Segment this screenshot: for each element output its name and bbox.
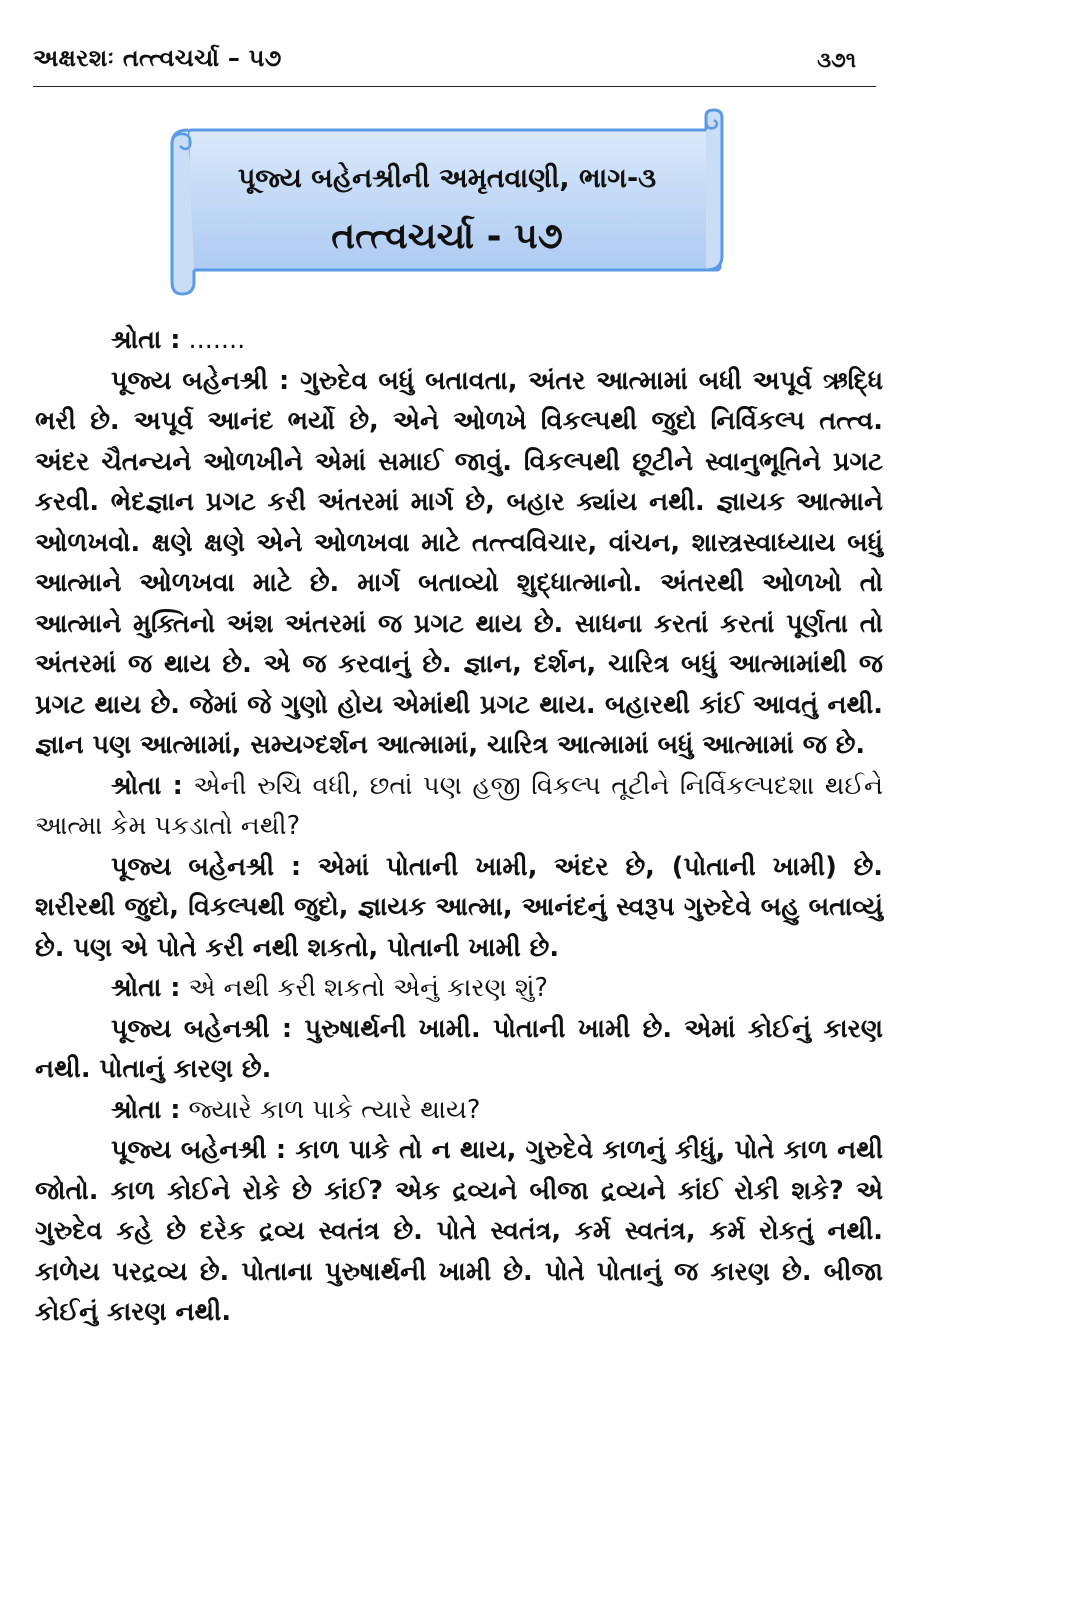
banner-subtitle: પૂજ્ય બહેનશ્રીની અમૃતવાણી, ભાગ-૩ — [237, 163, 657, 194]
dialogue-body — [35, 320, 883, 1333]
banner-title: તત્ત્વચર્ચા - ૫૭ — [331, 216, 563, 257]
speaker-label: પૂજ્ય બહેનશ્રી : — [111, 365, 290, 396]
page-header — [33, 42, 876, 87]
dialogue-paragraph — [35, 766, 883, 847]
running-title: અક્ષરશઃ તત્ત્વચર્ચા – ૫૭ — [33, 44, 282, 72]
title-banner-scroll — [166, 108, 728, 300]
dialogue-paragraph — [35, 1130, 883, 1333]
dialogue-paragraph — [35, 320, 883, 361]
speech-text: એ નથી કરી શકતો એનું કારણ શું? — [180, 973, 549, 1003]
speech-text: જ્યારે કાળ પાકે ત્યારે થાય? — [180, 1094, 481, 1125]
speech-text: એમાં પોતાની ખામી, અંદર છે, (પોતાની ખામી) છે. શરીરથી જુદો, વિકલ્પથી જુદો, જ્ઞાયક આત્મા, આનંદનું સ્વરૂપ ગુરુદેવે બહુ બતાવ્યું છે. પણ એ પોતે કરી નથી શકતો, પોતાની ખામી છે. — [35, 851, 883, 963]
speaker-label: શ્રોતા : — [111, 973, 181, 1003]
speech-text: પુરુષાર્થની ખામી. પોતાની ખામી છે. એમાં કોઈનું કારણ નથી. પોતાનું કારણ છે. — [35, 1013, 883, 1084]
speaker-label: શ્રોતા : — [111, 325, 181, 355]
speech-text: ગુરુદેવ બધું બતાવતા, અંતર આત્મામાં બધી અપૂર્વ ઋદ્ધિ ભરી છે. અપૂર્વ આનંદ ભર્યો છે, એને ઓળખે વિકલ્પથી જુદો નિર્વિકલ્પ તત્ત્વ. અંદર ચૈતન્યને ઓળખીને એમાં સમાઈ જાવું. વિકલ્પથી છૂટીને સ્વાનુભૂતિને પ્રગટ કરવી. ભેદજ્ઞાન પ્રગટ કરી અંતરમાં માર્ગ છે, બહાર ક્યાંય નથી. જ્ઞાયક આત્માને ઓળખવો. ક્ષણે ક્ષણે એને ઓળખવા માટે તત્ત્વવિચાર, વાંચન, શાસ્ત્રસ્વાધ્યાય બધું આત્માને ઓળખવા માટે છે. માર્ગ બતાવ્યો શુદ્ધાત્માનો. અંતરથી ઓળખો તો આત્માને મુક્તિનો અંશ અંતરમાં જ પ્રગટ થાય છે. સાધના કરતાં કરતાં પૂર્ણતા તો અંતરમાં જ થાય છે. એ જ કરવાનું છે. જ્ઞાન, દર્શન, ચારિત્ર બધું આત્મામાંથી જ પ્રગટ થાય છે. જેમાં જે ગુણો હોય એમાંથી પ્રગટ થાય. બહારથી કાંઈ આવતું નથી. જ્ઞાન પણ આત્મામાં, સમ્યગ્દર્શન આત્મામાં, ચારિત્ર આત્મામાં બધું આત્મામાં જ છે. — [35, 365, 884, 760]
dialogue-paragraph — [35, 1090, 883, 1131]
speaker-label: પૂજ્ય બહેનશ્રી : — [111, 1013, 293, 1044]
speaker-label: પૂજ્ય બહેનશ્રી : — [111, 851, 302, 882]
page-number: ૩૭૧ — [817, 48, 856, 72]
dialogue-paragraph — [35, 968, 883, 1009]
dialogue-paragraph — [35, 847, 883, 969]
dialogue-paragraph — [35, 361, 883, 766]
speaker-label: પૂજ્ય બહેનશ્રી : — [111, 1135, 287, 1165]
speaker-label: શ્રોતા : — [111, 1094, 181, 1125]
speech-text: ....... — [180, 325, 246, 355]
speech-text: કાળ પાકે તો ન થાય, ગુરુદેવે કાળનું કીધું, પોતે કાળ નથી જોતો. કાળ કોઈને રોકે છે કાંઈ? એક દ્રવ્યને બીજા દ્રવ્યને કાંઈ રોકી શકે? એ ગુરુદેવ કહે છે દરેક દ્રવ્ય સ્વતંત્ર છે. પોતે સ્વતંત્ર, કર્મ સ્વતંત્ર, કર્મ રોકતું નથી. કાળેય પરદ્રવ્ય છે. પોતાના પુરુષાર્થની ખામી છે. પોતે પોતાનું જ કારણ છે. બીજા કોઈનું કારણ નથી. — [35, 1135, 883, 1327]
dialogue-paragraph — [35, 1009, 883, 1090]
scroll-shape — [166, 108, 728, 300]
speaker-label: શ્રોતા : — [111, 770, 183, 801]
speech-text: એની રુચિ વધી, છતાં પણ હજી વિકલ્પ તૂટીને નિર્વિકલ્પદશા થઈને આત્મા કેમ પકડાતો નથી? — [35, 770, 884, 841]
